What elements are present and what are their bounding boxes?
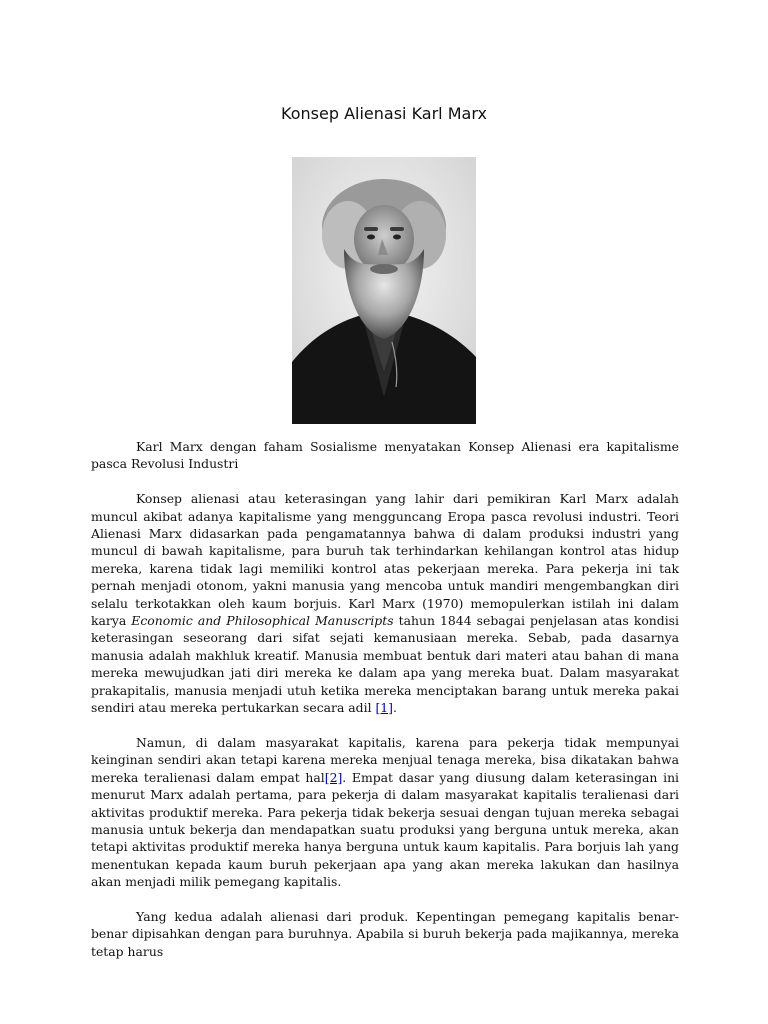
footnote-link-1[interactable]: [1] — [375, 700, 394, 716]
portrait-photo — [292, 157, 476, 424]
document-body — [91, 438, 679, 978]
paragraph-1: Konsep alienasi atau keterasingan yang lahir dari pemikiran Karl Marx adalah muncul akibat adanya kapitalisme yang mengguncang Eropa pasca revolusi industri. Teori Alienasi Marx didasarkan pada pengamatannya bahwa di dalam produksi industri yang muncul di bawah kapitalisme, para buruh tak terhindarkan kehilangan kontrol atas hidup mereka, karena tidak lagi memiliki kontrol atas pekerjaan mereka. Para pekerja ini tak pernah menjadi otonom, yakni manusia yang mencoba untuk mandiri mengembangkan diri selalu terkotakkan oleh kaum borjuis. Karl Marx (1970) memopulerkan istilah ini dalam karya Economic and Philosophical Manuscripts tahun 1844 sebagai penjelasan atas kondisi keterasingan seseorang dari sifat sejati kemanusiaan mereka. Sebab, pada dasarnya manusia adalah makhluk kreatif. Manusia membuat bentuk dari materi atau bahan di mana mereka mewujudkan jati diri mereka ke dalam apa yang mereka buat. Dalam masyarakat prakapitalis, manusia menjadi utuh ketika mereka menciptakan barang untuk mereka pakai sendiri atau mereka pertukarkan secara adil [1]. — [91, 491, 679, 716]
paragraph-3: Yang kedua adalah alienasi dari produk. Kepentingan pemegang kapitalis benar-benar dipisahkan dengan para buruhnya. Apabila si buruh bekerja pada majikannya, mereka tetap harus — [91, 908, 679, 959]
photo-caption: Karl Marx dengan faham Sosialisme menyatakan Konsep Alienasi era kapitalisme pasca Revolusi Industri — [91, 439, 679, 472]
document-title: Konsep Alienasi Karl Marx — [281, 104, 487, 123]
footnote-link-2[interactable]: [2] — [324, 769, 343, 785]
book-title: Economic and Philosophical Manuscripts — [131, 613, 394, 629]
paragraph-2: Namun, di dalam masyarakat kapitalis, karena para pekerja tidak mempunyai keinginan sendiri akan tetapi karena mereka menjual tenaga mereka, bisa dikatakan bahwa mereka teralienasi dalam empat hal[2]. Empat dasar yang diusung dalam keterasingan ini menurut Marx adalah pertama, para pekerja di dalam masyarakat kapitalis teralienasi dari aktivitas produktif mereka. Para pekerja tidak bekerja sesuai dengan tujuan mereka sebagai manusia untuk bekerja dan mendapatkan suatu produksi yang berguna untuk mereka, akan tetapi aktivitas produktif mereka hanya berguna untuk kaum kapitalis. Para borjuis lah yang menentukan kepada kaum buruh pekerjaan apa yang akan mereka lakukan dan hasilnya akan menjadi milik pemegang kapitalis. — [91, 734, 680, 890]
